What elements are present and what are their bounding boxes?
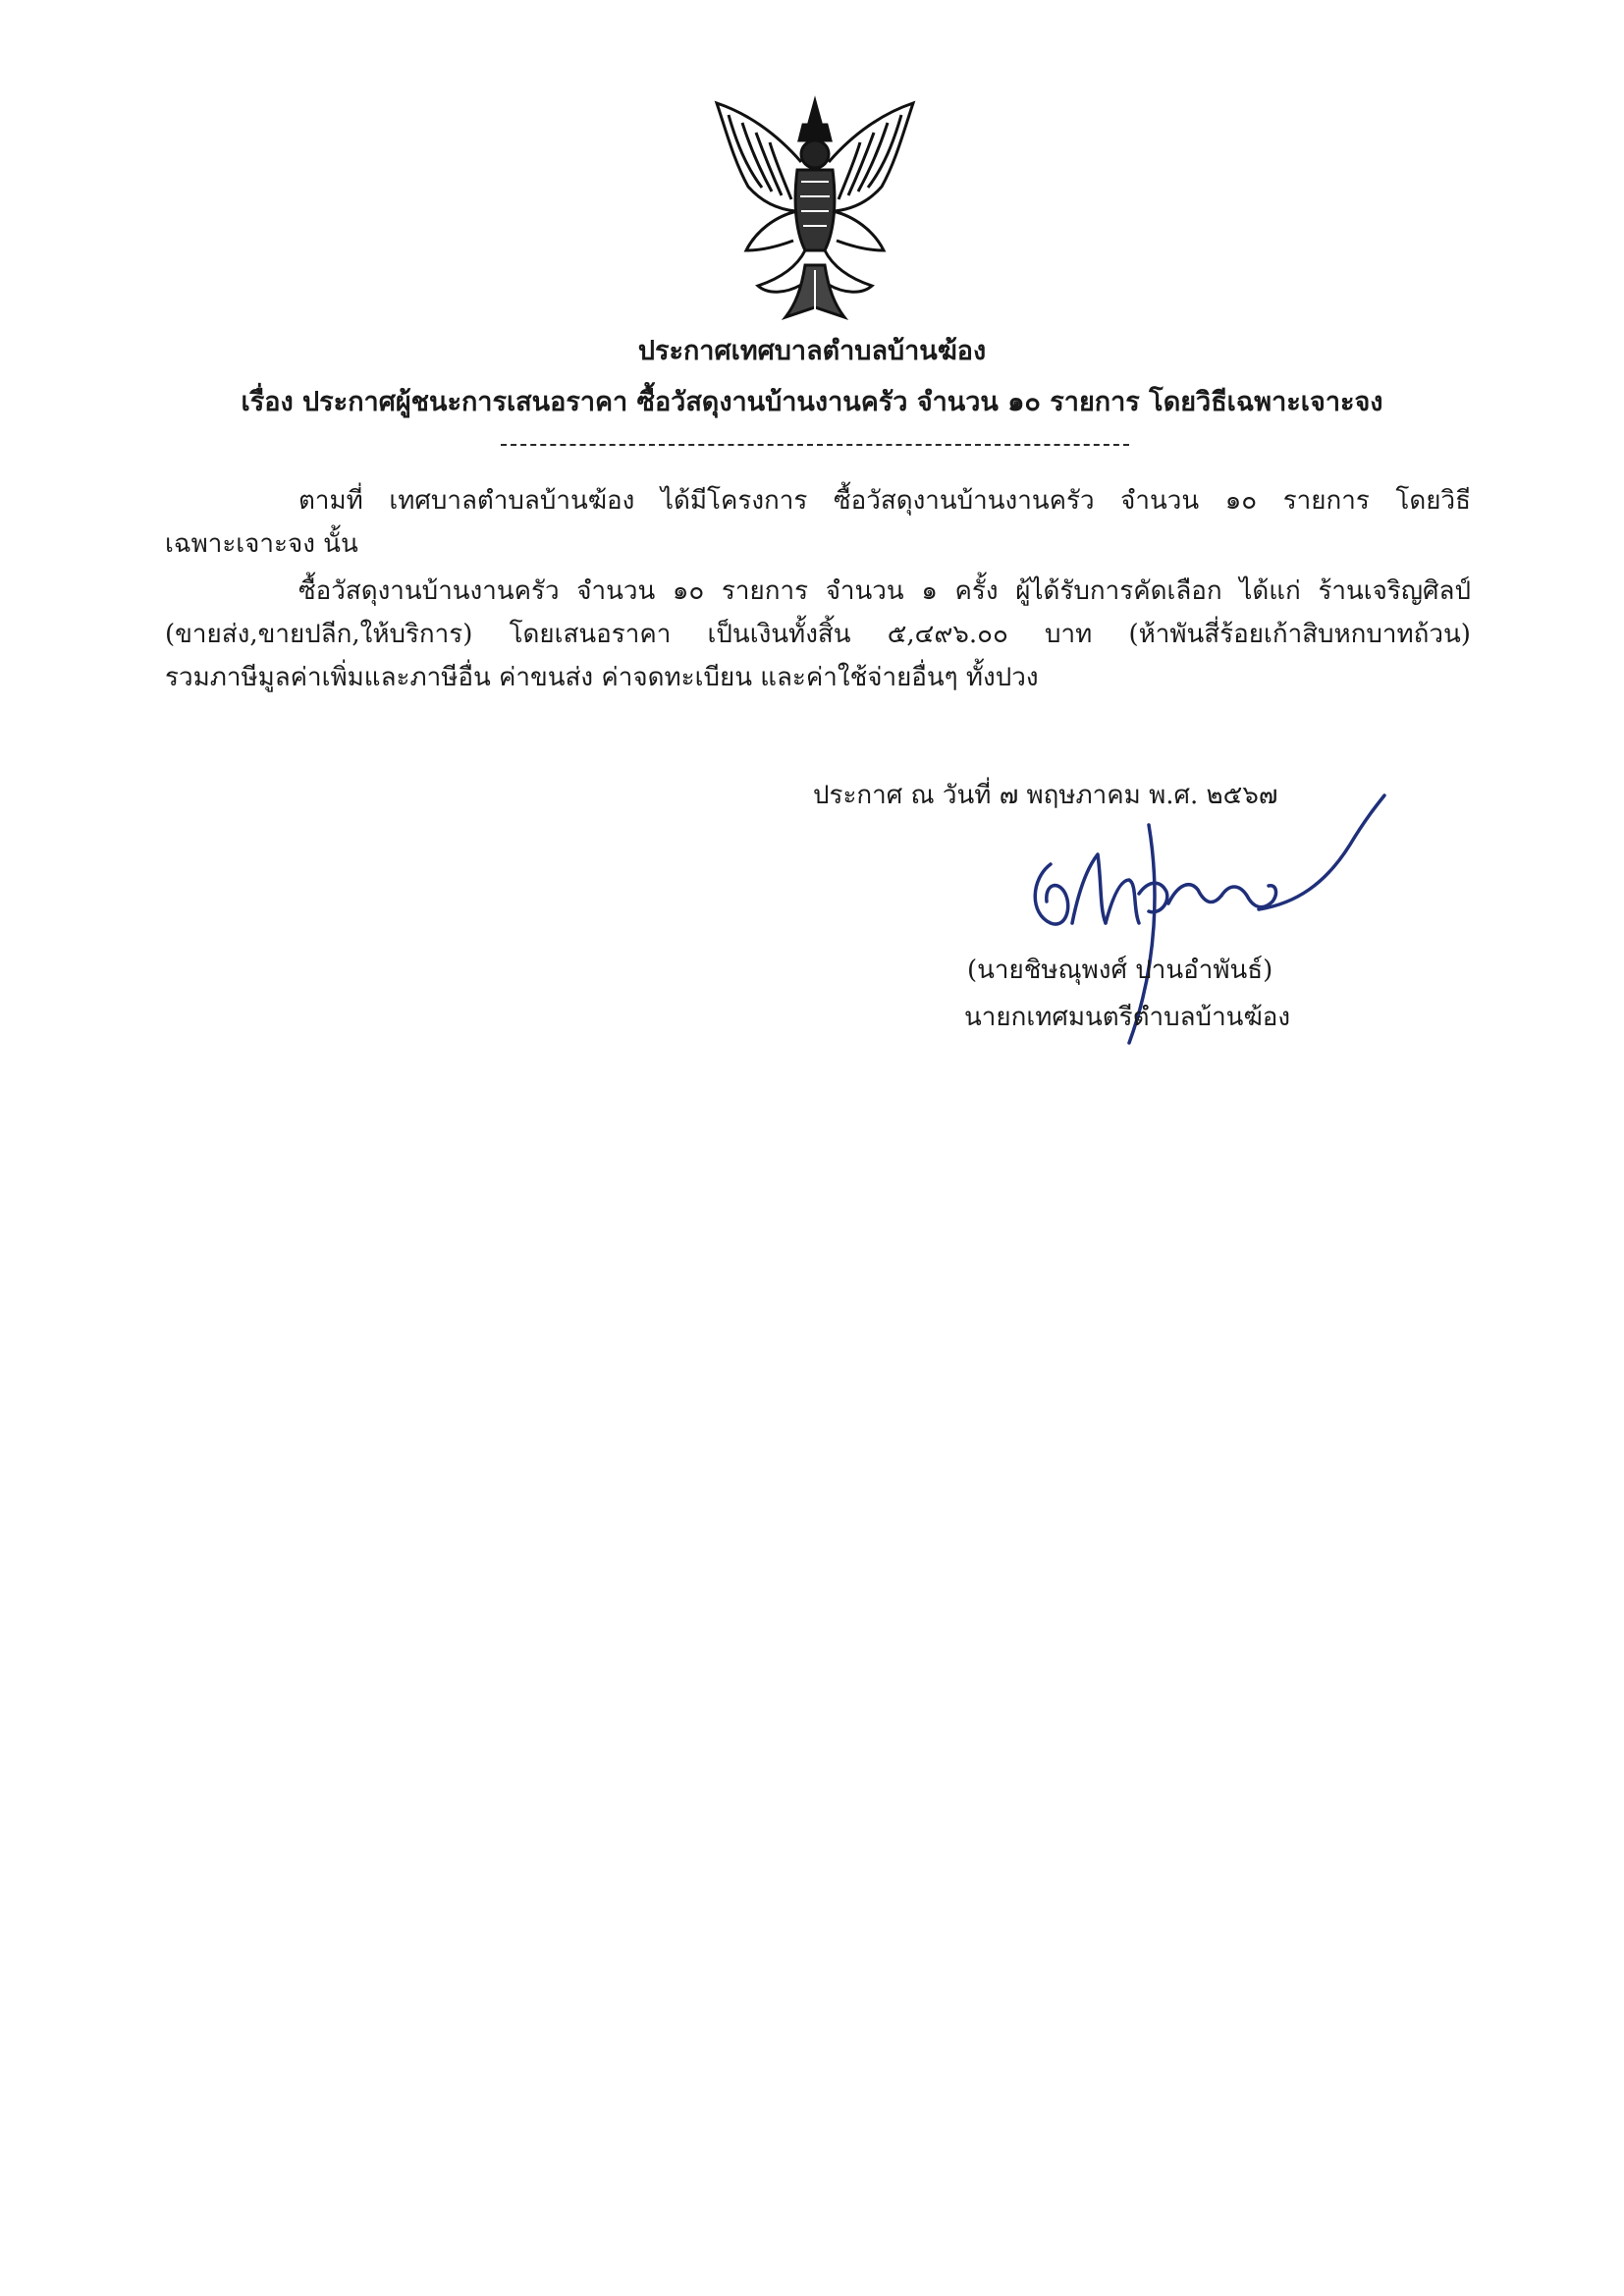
word: ซื้อวัสดุงานบ้านงานครัว — [833, 486, 1095, 516]
word: จำนวน — [825, 576, 904, 606]
word: (ห้าพันสี่ร้อยเก้าสิบหกบาทถ้วน) — [1128, 620, 1471, 649]
word: รายการ — [721, 576, 809, 606]
word: ๑๐ — [1224, 486, 1258, 516]
word: จำนวน — [1120, 486, 1200, 516]
paragraph-winner-line-3: รวมภาษีมูลค่าเพิ่มและภาษีอื่น ค่าขนส่ง ค่าจดทะเบียน และค่าใช้จ่ายอื่นๆ ทั้งปวง — [165, 663, 1039, 692]
word: ผู้ได้รับการคัดเลือก — [1015, 576, 1222, 606]
word: ตามที่ — [298, 486, 363, 516]
paragraph-intro-line-1 — [165, 479, 1471, 522]
word: ร้านเจริญศิลป์ — [1318, 576, 1471, 606]
signer-name: (นายชิษณุพงศ์ ปานอำพันธ์) — [967, 956, 1273, 985]
garuda-emblem-icon — [707, 93, 923, 324]
paragraph-intro-line-2: เฉพาะเจาะจง นั้น — [165, 529, 358, 559]
word: ๑ — [921, 576, 938, 606]
word: จำนวน — [576, 576, 656, 606]
paragraph-winner-line-1 — [165, 570, 1471, 613]
paragraph-winner-line-2 — [165, 613, 1471, 656]
word: ได้แก่ — [1239, 576, 1301, 606]
word: ครั้ง — [954, 576, 999, 606]
word: เป็นเงินทั้งสิ้น — [707, 620, 851, 649]
paragraph-intro — [165, 479, 1471, 566]
title-divider — [501, 444, 1129, 446]
word: ซื้อวัสดุงานบ้านงานครัว — [298, 576, 560, 606]
word: (ขายส่ง,ขายปลีก,ให้บริการ) — [165, 620, 473, 649]
word: โดยวิธี — [1395, 486, 1471, 516]
word: ได้มีโครงการ — [660, 486, 808, 516]
announcement-date: ประกาศ ณ วันที่ ๗ พฤษภาคม พ.ศ. ๒๕๖๗ — [813, 781, 1278, 810]
signer-position: นายกเทศมนตรีตำบลบ้านฆ้อง — [964, 1003, 1291, 1032]
word: รายการ — [1282, 486, 1370, 516]
word: โดยเสนอราคา — [509, 620, 672, 649]
paragraph-winner — [165, 570, 1471, 699]
word: บาท — [1045, 620, 1093, 649]
announcement-title: ประกาศเทศบาลตำบลบ้านฆ้อง — [637, 336, 987, 366]
word: เทศบาลตำบลบ้านฆ้อง — [389, 486, 635, 516]
word: ๑๐ — [672, 576, 705, 606]
announcement-subject: เรื่อง ประกาศผู้ชนะการเสนอราคา ซื้อวัสดุงานบ้านงานครัว จำนวน ๑๐ รายการ โดยวิธีเฉพาะเจาะจง — [241, 387, 1383, 417]
word: ๕,๔๙๖.๐๐ — [887, 620, 1008, 649]
